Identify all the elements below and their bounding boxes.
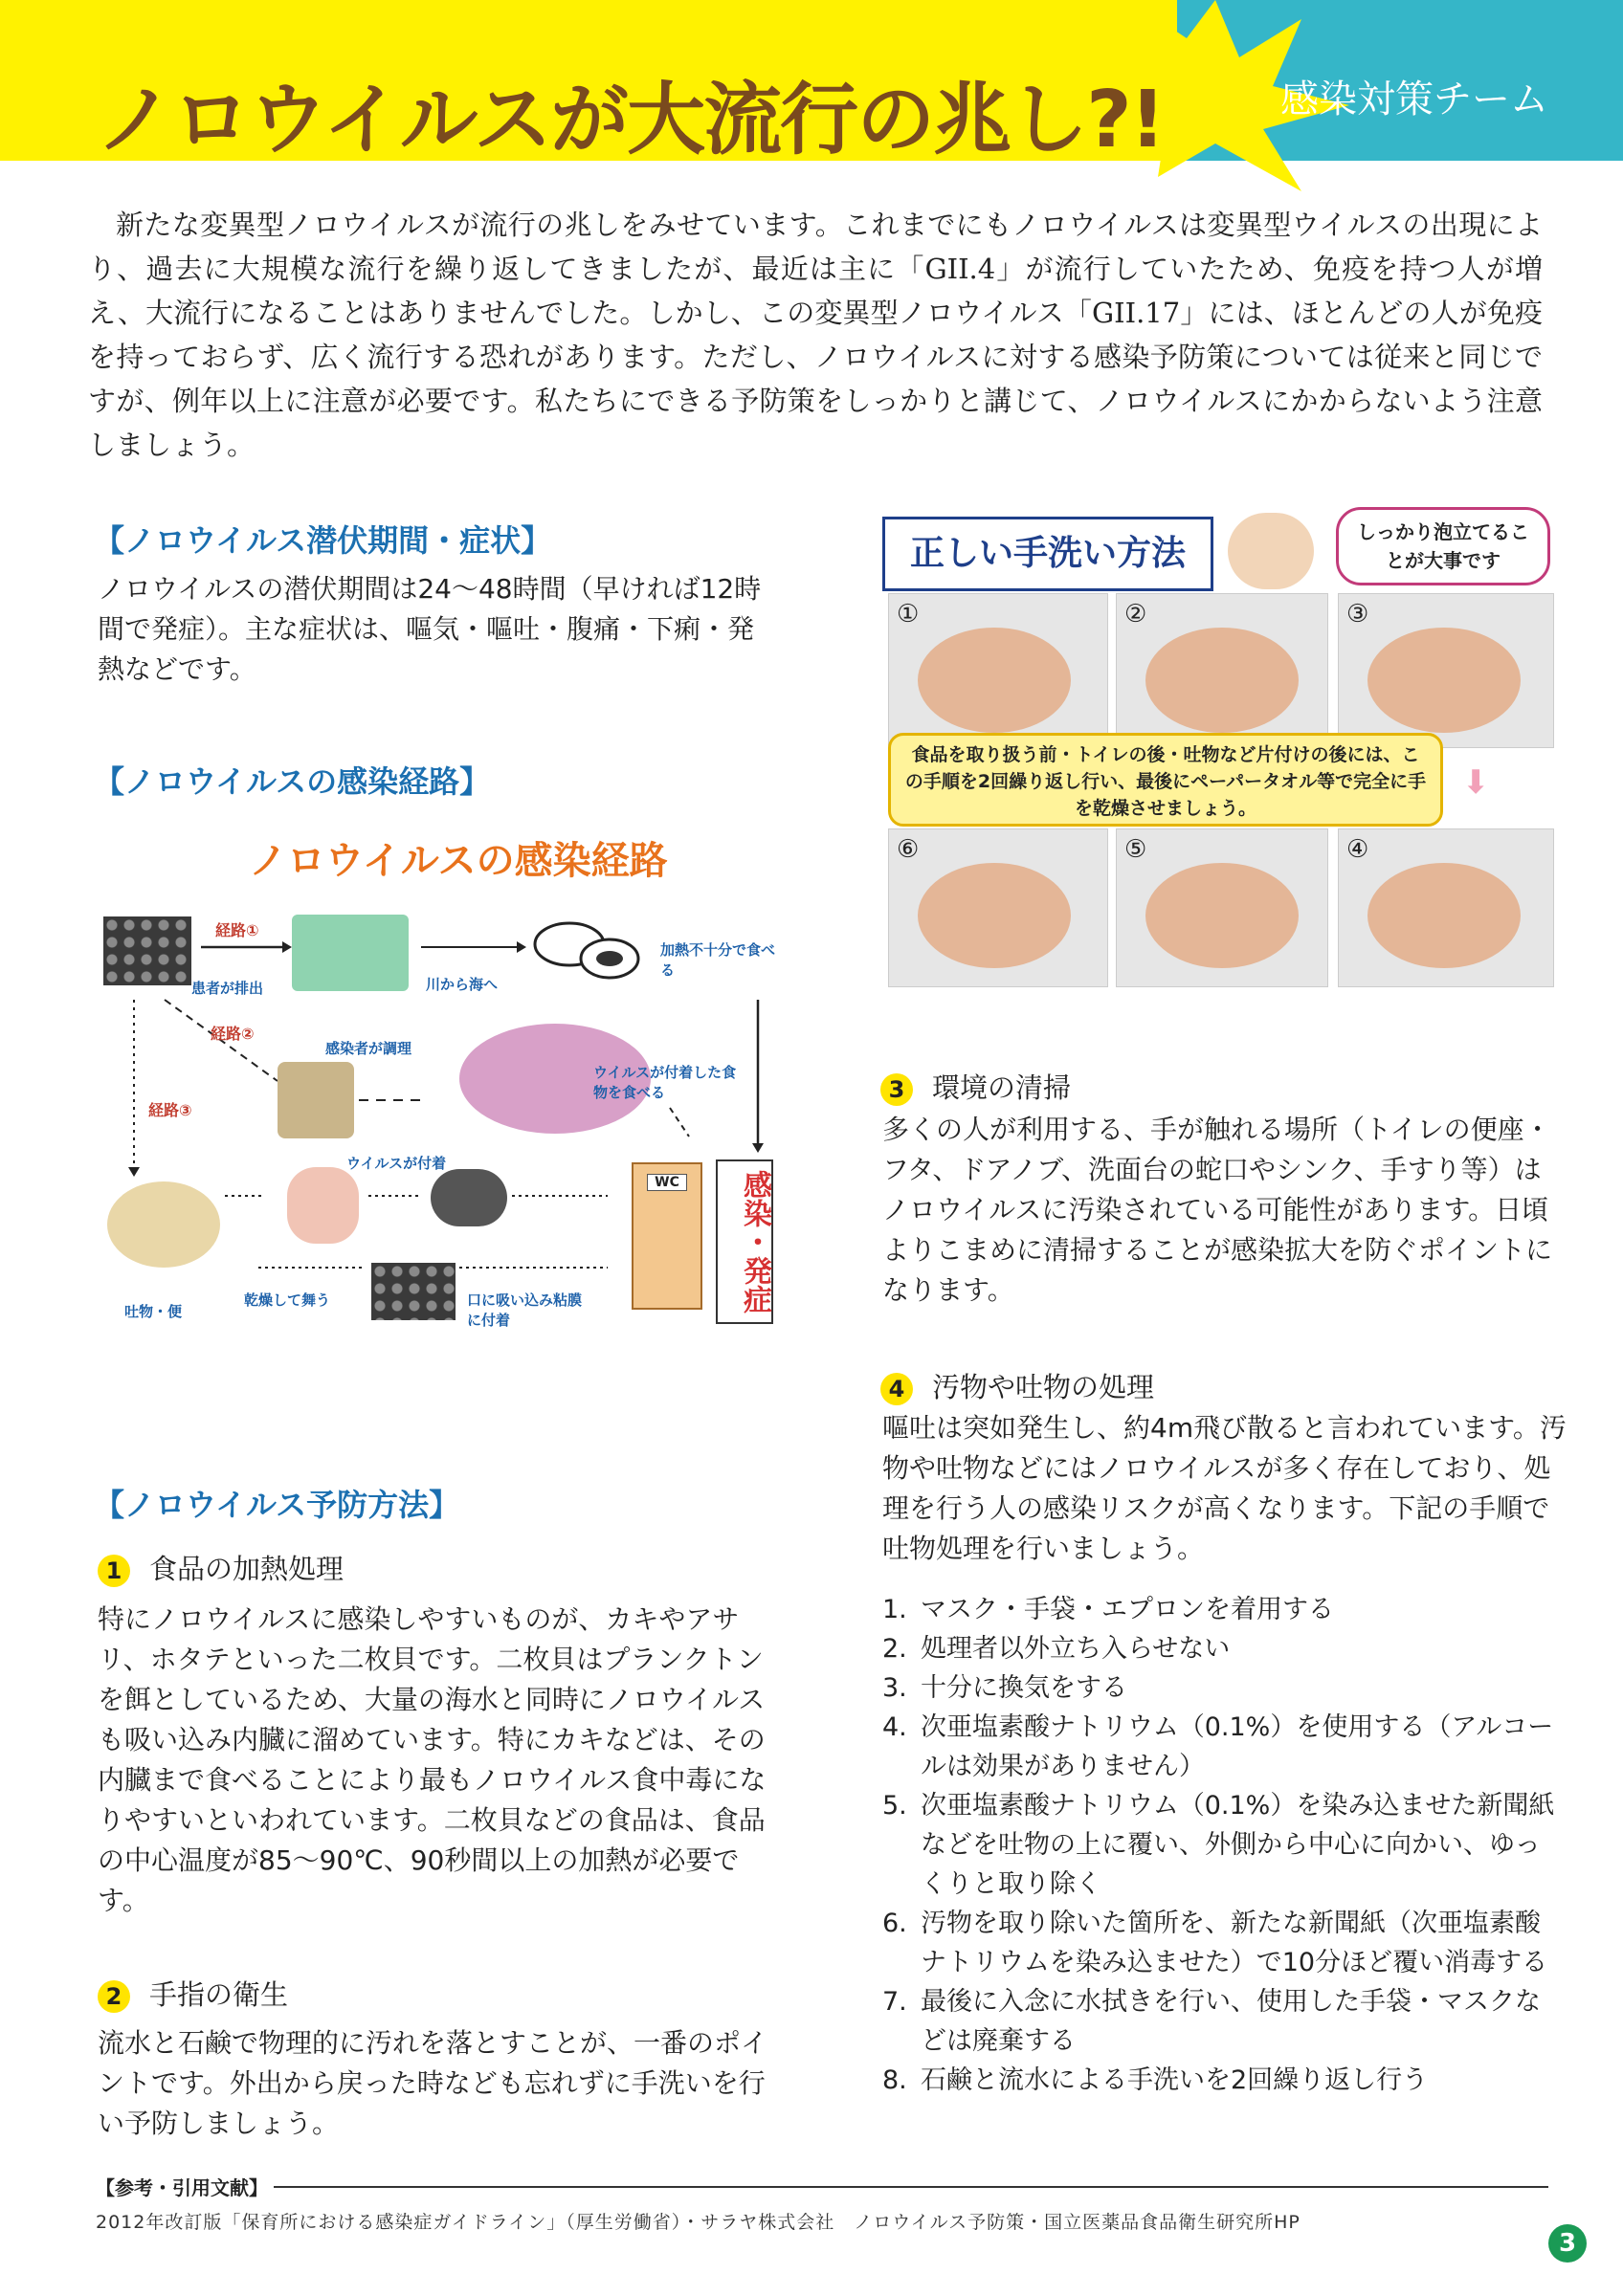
list-item-text: 汚物を取り除いた箇所を、新たな新聞紙（次亜塩素酸ナトリウムを染み込ませた）で10分ほど覆い消毒する	[921, 1909, 1548, 1977]
list-item-text: 処理者以外立ち入らせない	[921, 1634, 1231, 1664]
list-item-number: 4.	[882, 1712, 907, 1742]
arrow-down-icon: ⬇	[1462, 763, 1490, 802]
prevention-item-3-body: 多くの人が利用する、手が触れる場所（トイレの便座・フタ、ドアノブ、洗面台の蛇口やシンク、手すり等）はノロウイルスに汚染されている可能性があります。日頃よりこまめに清掃することが感染拡大を防ぐポイントになります。	[882, 1114, 1553, 1306]
page-number: 3	[1548, 2224, 1587, 2263]
handwash-panel	[878, 505, 1560, 985]
wc-sign: WC	[647, 1174, 687, 1191]
route2-label: 経路②	[211, 1025, 255, 1043]
references-heading: 【参考・引用文献】	[96, 2176, 268, 2199]
dry-caption: 乾燥して舞う	[244, 1292, 331, 1309]
list-item-number: 3.	[882, 1673, 907, 1703]
prevention-item-1-label: 食品の加熱処理	[149, 1553, 345, 1585]
handwash-step-3	[1338, 593, 1554, 748]
prevention-item-3-title	[880, 1067, 1071, 1106]
step-number: ⑤	[1124, 835, 1147, 864]
handwash-title: 正しい手洗い方法	[882, 517, 1213, 591]
prevention-item-1-title	[98, 1548, 344, 1587]
list-item	[882, 1982, 1558, 2061]
infection-route-diagram	[96, 890, 785, 1330]
list-item-text: 次亜塩素酸ナトリウム（0.1%）を使用する（アルコールは効果がありません）	[921, 1712, 1554, 1781]
prevention-item-1-body: 特にノロウイルスに感染しやすいものが、カキやアサリ、ホタテといった二枚貝です。二枚貝はプランクトンを餌としているため、大量の海水と同時にノロウイルスも吸い込み内臓に溜めています。特にカキなどは、その内臓まで食べることにより最もノロウイルス食中毒になりやすいといわれています。二枚貝などの食品は、食品の中心温度が85～90℃、90秒間以上の加熱が必要です。	[98, 1603, 767, 1916]
prevention-item-2-title	[98, 1974, 288, 2013]
number-badge-2: 2	[98, 1980, 130, 2013]
references-text: 2012年改訂版「保育所における感染症ガイドライン」（厚生労働省）・サラヤ株式会社 ノロウイルス予防策・国立医薬品食品衛生研究所HP	[96, 2212, 1301, 2233]
team-name: 感染対策チーム	[1280, 77, 1548, 121]
step-number: ②	[1124, 600, 1147, 629]
cook-caption: 感染者が調理	[325, 1040, 412, 1057]
hands-illustration	[287, 1167, 359, 1244]
step-number: ①	[897, 600, 920, 629]
list-item-number: 5.	[882, 1791, 907, 1821]
step-number: ④	[1346, 835, 1369, 864]
list-item-number: 7.	[882, 1987, 907, 2017]
river-caption: 川から海へ	[426, 976, 499, 993]
incubation-body: ノロウイルスの潜伏期間は24～48時間（早ければ12時間で発症）。主な症状は、嘔気・嘔吐・腹痛・下痢・発熱などです。	[98, 573, 762, 685]
list-item	[882, 1629, 1558, 1668]
list-item-text: マスク・手袋・エプロンを着用する	[921, 1595, 1334, 1624]
route3-label: 経路③	[148, 1101, 192, 1119]
disposal-steps-list	[882, 1590, 1558, 2100]
handwash-note: 食品を取り扱う前・トイレの後・吐物など片付けの後には、この手順を2回繰り返し行い、最後にペーパータオル等で完全に手を乾燥させましょう。	[888, 733, 1443, 827]
onset-label: 感染・発症	[716, 1159, 773, 1324]
references-divider	[274, 2186, 1548, 2188]
page-title: ノロウイルスが大流行の兆し?!	[96, 75, 1165, 166]
prevention-item-2-label: 手指の衛生	[149, 1978, 289, 2011]
attach-caption: ウイルスが付着	[346, 1155, 447, 1172]
list-item-text: 十分に換気をする	[921, 1673, 1127, 1703]
number-badge-4: 4	[880, 1373, 913, 1405]
prevention-item-2-body: 流水と石鹸で物理的に汚れを落とすことが、一番のポイントです。外出から戻った時なども忘れずに手洗いを行い予防しましょう。	[98, 2027, 768, 2139]
prevention-item-4-label: 汚物や吐物の処理	[932, 1371, 1155, 1403]
handwash-step-2	[1116, 593, 1328, 748]
list-item-number: 8.	[882, 2065, 907, 2095]
list-item-number: 6.	[882, 1909, 907, 1938]
list-item-text: 石鹸と流水による手洗いを2回繰り返し行う	[921, 2065, 1429, 2095]
list-item-text: 最後に入念に水拭きを行い、使用した手袋・マスクなどは廃棄する	[921, 1987, 1541, 2056]
list-item-text: 次亜塩素酸ナトリウム（0.1%）を染み込ませた新聞紙などを吐物の上に覆い、外側から中心に向かい、ゆっくりと取り除く	[921, 1791, 1555, 1899]
handwash-tip-bubble: しっかり泡立てることが大事です	[1336, 507, 1550, 585]
number-badge-3: 3	[880, 1073, 913, 1106]
handwash-step-4	[1338, 828, 1554, 987]
list-item-number: 1.	[882, 1595, 907, 1624]
list-item	[882, 2061, 1558, 2100]
cook-illustration	[278, 1062, 354, 1138]
step-number: ③	[1346, 600, 1369, 629]
list-item	[882, 1904, 1558, 1982]
list-item	[882, 1786, 1558, 1904]
step-number: ⑥	[897, 835, 920, 864]
rice-ball-illustration	[431, 1169, 507, 1226]
inhale-caption: 口に吸い込み粘膜に付着	[467, 1292, 583, 1329]
undercooked-caption: 加熱不十分で食べる	[660, 941, 776, 979]
airborne-virus-micrograph	[371, 1263, 456, 1320]
prevention-heading: 【ノロウイルス予防方法】	[94, 1487, 460, 1523]
list-item	[882, 1708, 1558, 1786]
number-badge-1: 1	[98, 1555, 130, 1587]
prevention-item-3-label: 環境の清掃	[932, 1071, 1072, 1104]
list-item	[882, 1590, 1558, 1629]
route1-label: 経路①	[215, 921, 259, 939]
handwash-mascot-icon	[1228, 513, 1314, 589]
handwash-step-5	[1116, 828, 1328, 987]
handwash-step-6	[888, 828, 1108, 987]
vomit-caption: 吐物・便	[124, 1303, 183, 1320]
list-item	[882, 1668, 1558, 1708]
food-caption: ウイルスが付着した食物を食べる	[593, 1064, 737, 1101]
intro-paragraph: 新たな変異型ノロウイルスが流行の兆しをみせています。これまでにもノロウイルスは変異型ウイルスの出現により、過去に大規模な流行を繰り返してきましたが、最近は主に「GII.4」が流行していたため、免疫を持つ人が増え、大流行になることはありませんでした。しかし、この変異型ノロウイルス「GII.17」には、ほとんどの人が免疫を持っておらず、広く流行する恐れがあります。ただし、ノロウイルスに対する感染予防策については従来と同じですが、例年以上に注意が必要です。私たちにできる予防策をしっかりと講じて、ノロウイルスにかからないよう注意しましょう。	[88, 209, 1543, 461]
vomit-illustration	[107, 1181, 220, 1268]
prevention-item-4-title	[880, 1366, 1154, 1405]
toilet-door-illustration	[632, 1162, 702, 1310]
route-diagram-title: ノロウイルスの感染経路	[249, 839, 668, 883]
patient-caption: 患者が排出	[191, 980, 264, 997]
route-heading: 【ノロウイルスの感染経路】	[94, 763, 491, 800]
list-item-number: 2.	[882, 1634, 907, 1664]
handwash-step-1	[888, 593, 1108, 748]
prevention-item-4-body: 嘔吐は突如発生し、約4m飛び散ると言われています。汚物や吐物などにはノロウイルスが多く存在しており、処理を行う人の感染リスクが高くなります。下記の手順で吐物処理を行いましょう。	[882, 1412, 1567, 1564]
incubation-heading: 【ノロウイルス潜伏期間・症状】	[94, 522, 552, 559]
